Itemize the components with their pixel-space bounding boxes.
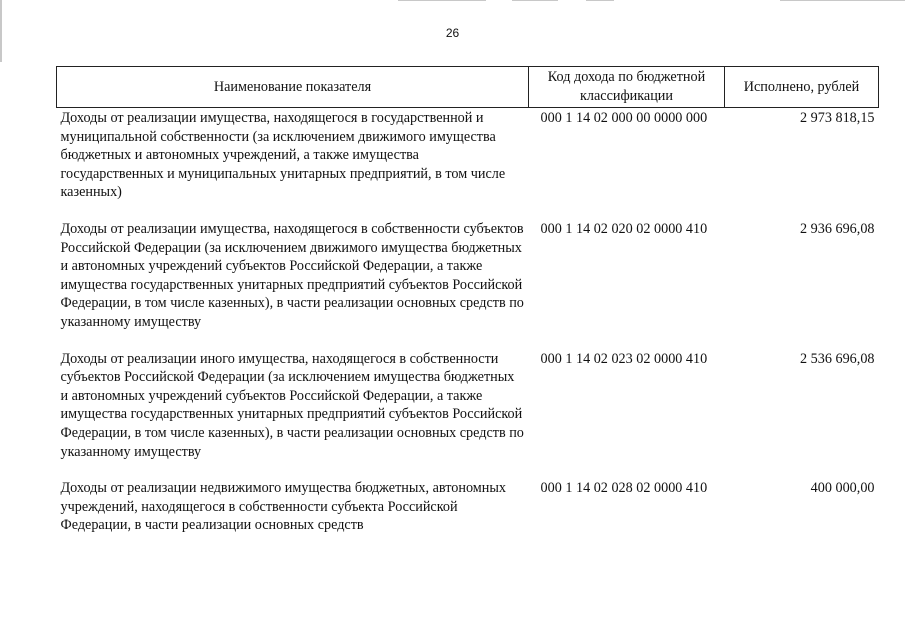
row-indicator-name: Доходы от реализации имущества, находящегося в государственной и муниципальной собственности (за исключением движимого имущества бюджетных и автономных учреждений, а также имущества государственных и муниципальных унитарных предприятий, в том числе казенных): [60, 110, 506, 201]
row-executed-amount: 400 000,00: [810, 480, 875, 497]
header-executed-amount: Исполнено, рублей: [725, 67, 879, 108]
row-revenue-code: 000 1 14 02 020 02 0000 410: [540, 220, 708, 237]
scan-artifact-top-2: [512, 0, 558, 1]
table-row: [57, 108, 879, 219]
header-revenue-code: Код дохода по бюджетной классификации: [529, 67, 725, 108]
scan-artifact-top-4: [780, 0, 905, 1]
revenue-table: [56, 66, 879, 552]
header-indicator-name: Наименование показателя: [57, 67, 529, 108]
row-indicator-name: Доходы от реализации недвижимого имущества бюджетных, автономных учреждений, находящегося в собственности субъекта Российской Федерации, в части реализации основных средств: [60, 480, 506, 534]
scan-artifact-top-1: [398, 0, 486, 1]
row-executed-amount: 2 536 696,08: [800, 350, 875, 367]
table-row: [57, 219, 879, 349]
row-revenue-code: 000 1 14 02 023 02 0000 410: [540, 350, 708, 367]
row-executed-amount: 2 936 696,08: [800, 220, 875, 237]
scan-artifact-top-3: [586, 0, 614, 1]
page-number: 26: [445, 26, 460, 40]
table-row: [57, 349, 879, 479]
row-executed-amount: 2 973 818,15: [800, 110, 875, 126]
row-revenue-code: 000 1 14 02 000 00 0000 000: [540, 110, 708, 126]
table-row: [57, 478, 879, 552]
row-revenue-code: 000 1 14 02 028 02 0000 410: [540, 480, 708, 497]
table-header-row: [57, 67, 879, 108]
row-indicator-name: Доходы от реализации иного имущества, находящегося в собственности субъектов Российской Федерации (за исключением имущества бюджетных и автономных учреждений субъектов Российской Федерации, а также имущества государственных унитарных предприятий субъектов Российской Федерации, в том числе казенных), в части реализации основных средств по указанному имуществу: [60, 350, 524, 460]
row-indicator-name: Доходы от реализации имущества, находящегося в собственности субъектов Российской Федерации (за исключением движимого имущества бюджетных и автономных учреждений субъектов Российской Федерации, а также имущества государственных унитарных предприятий субъектов Российской Федерации, в том числе казенных), в части реализации основных средств по указанному имуществу: [60, 220, 524, 330]
